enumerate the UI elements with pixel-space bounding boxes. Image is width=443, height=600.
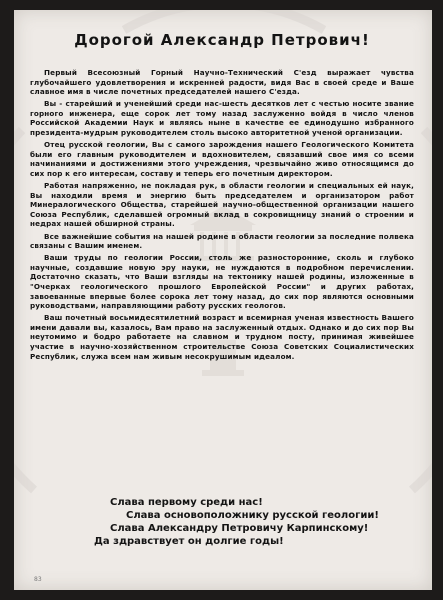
letter-salutation: Дорогой Александр Петрович!	[74, 31, 370, 49]
paragraph: Вы - старейший и ученейший среди нас-шесть десятков лет с честью носите звание горного инженера, еще сорок лет тому назад заслуженно войдя в число членов Российской Академии Наук и являясь ныне в качестве ее единодушно избранного президента-мудрым руководителем столь высоко авторитетной ученой организации.	[30, 99, 414, 138]
closing-line: Да здравствует он долгие годы!	[94, 536, 284, 547]
margin-annotation: 83	[34, 576, 42, 583]
document-page	[14, 10, 432, 590]
closing-line: Слава первому среди нас!	[110, 497, 263, 508]
paragraph: Ваш почетный восьмидесятилетний возраст и всемирная ученая известность Вашего имени давали вы, казалось, Вам право на заслуженный отдых. Однако и до сих пор Вы неутомимо и бодро работаете на славном и трудном посту, принимая живейшее участие в научно-хозяйственном строительстве Союза Советских Социалистических Республик, служа всем нам живым несокрушимым идеалом.	[30, 313, 414, 361]
closing-acclamations	[74, 496, 414, 548]
paragraph: Работая напряженно, не покладая рук, в области геологии и специальных ей наук, Вы находили время и энергию быть председателем и организатором работ Минералогического Общества, старейшей научно-общественной организации нашего Союза Республик, сделавшей огромный вклад в сокровищницу знаний о строении и недрах нашей обширной страны.	[30, 181, 414, 229]
paragraph: Отец русской геологии, Вы с самого зарождения нашего Геологического Комитета были его главным руководителем и вдохновителем, связавший свое имя со всеми начинаниями и достижениями этого учреждения, чрезвычайно живо относящимся до сих пор к его интересам, составу и теперь его почетным директором.	[30, 140, 414, 178]
letter-body	[30, 68, 414, 364]
paragraph: Все важнейшие события на нашей родине в области геологии за последние полвека связаны с Вашим именем.	[30, 231, 414, 251]
closing-line: Слава основоположнику русской геологии!	[126, 510, 379, 521]
paragraph: Первый Всесоюзный Горный Научно-Технический С'езд выражает чувства глубочайшего удовлетворения и искренней радости, видя Вас в своей среде и Ваше славное имя в числе почетных председателей нашего С'езда.	[30, 68, 414, 97]
paragraph: Ваши труды по геологии России, столь же разносторонние, сколь и глубоко научные, создавшие новую эру науки, не нуждаются в подробном перечислении. Достаточно сказать, что Ваши взгляды на тектонику нашей родины, изложенные в "Очерках геологического прошлого Европейской России" и других работах, завоеванные впервые более сорока лет тому назад, до сих пор являются основными руководствами, направляющими работу русских геологов.	[30, 253, 414, 311]
closing-line: Слава Александру Петровичу Карпинскому!	[110, 523, 369, 534]
